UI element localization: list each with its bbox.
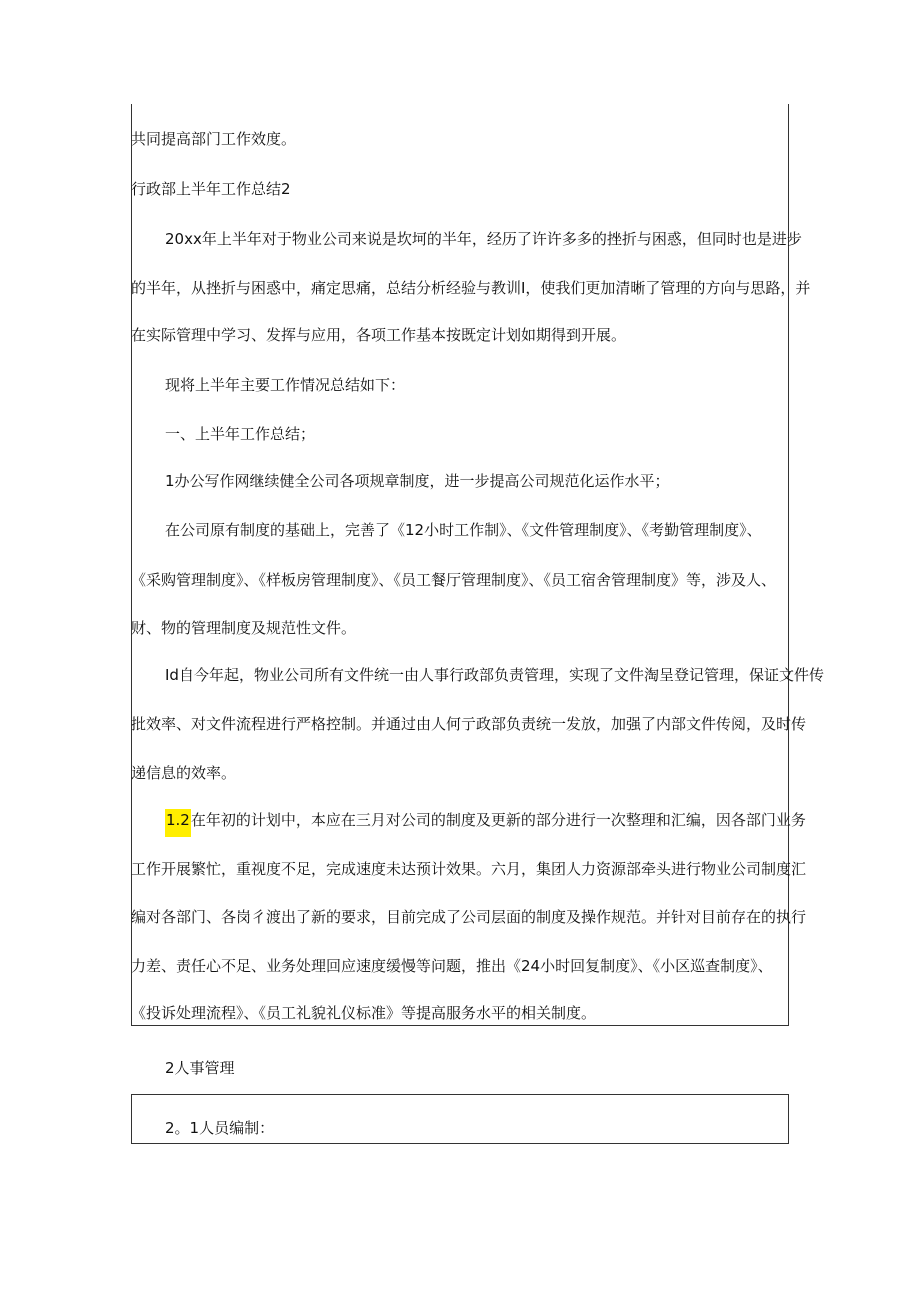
paragraph-line: 编对各部门、各岗彳渡出了新的要求，目前完成了公司层面的制度及操作规范。并针对目前存在的执行	[131, 908, 807, 926]
paragraph-line: 《采购管理制度》、《样板房管理制度》、《员工餐厅管理制度》、《员工宿舍管理制度》等，涉及人、	[131, 571, 777, 589]
paragraph-line: 递信息的效率。	[131, 764, 237, 782]
section-heading: 2。1人员编制：	[165, 1119, 275, 1137]
paragraph-line: 共同提高部门工作效度。	[131, 130, 297, 148]
paragraph-line: 在实际管理中学习、发挥与应用，各项工作基本按既定计划如期得到开展。	[131, 326, 627, 344]
paragraph-text: 在年初的计划中，本应在三月对公司的制度及更新的部分进行一次整理和汇编，因各部门业务	[190, 811, 806, 829]
paragraph-line: 批效率、对文件流程进行严格控制。并通过由人何亍政部负责统一发放，加强了内部文件传阅，及时传	[131, 715, 807, 733]
paragraph-line: 力差、责任心不足、业务处理回应速度缓慢等问题，推出《24小时回复制度》、《小区巡查制度》、	[131, 957, 773, 975]
paragraph-line	[165, 810, 825, 830]
section-heading: 行政部上半年工作总结2	[131, 180, 291, 198]
highlighted-label: 1.2	[165, 809, 191, 837]
paragraph-line: 在公司原有制度的基础上，完善了《12小时工作制》、《文件管理制度》、《考勤管理制度》、	[165, 521, 762, 539]
paragraph-line: 一、上半年工作总结；	[165, 425, 316, 443]
paragraph-line: 财、物的管理制度及规范性文件。	[131, 619, 357, 637]
paragraph-line: 的半年，从挫折与困惑中，痛定思痛，总结分析经验与教训I，使我们更加清晰了管理的方向与思路，并	[131, 279, 811, 297]
paragraph-line: 工作开展繁忙，重视度不足，完成速度未达预计效果。六月，集团人力资源部牵头进行物业公司制度汇	[131, 860, 807, 878]
paragraph-line: 1办公写作网继续健全公司各项规章制度，进一步提高公司规范化运作水平；	[165, 472, 670, 490]
paragraph-line: 《投诉处理流程》、《员工礼貌礼仪标准》等提高服务水平的相关制度。	[131, 1004, 597, 1022]
paragraph-line: 现将上半年主要工作情况总结如下：	[165, 376, 406, 394]
section-heading: 2人事管理	[165, 1059, 235, 1077]
paragraph-line: 20xx年上半年对于物业公司来说是坎坷的半年，经历了许许多多的挫折与困惑，但同时也是进步	[165, 230, 802, 248]
paragraph-line: Id自今年起，物业公司所有文件统一由人事行政部负责管理，实现了文件淘呈登记管理，保证文件传	[165, 666, 824, 684]
